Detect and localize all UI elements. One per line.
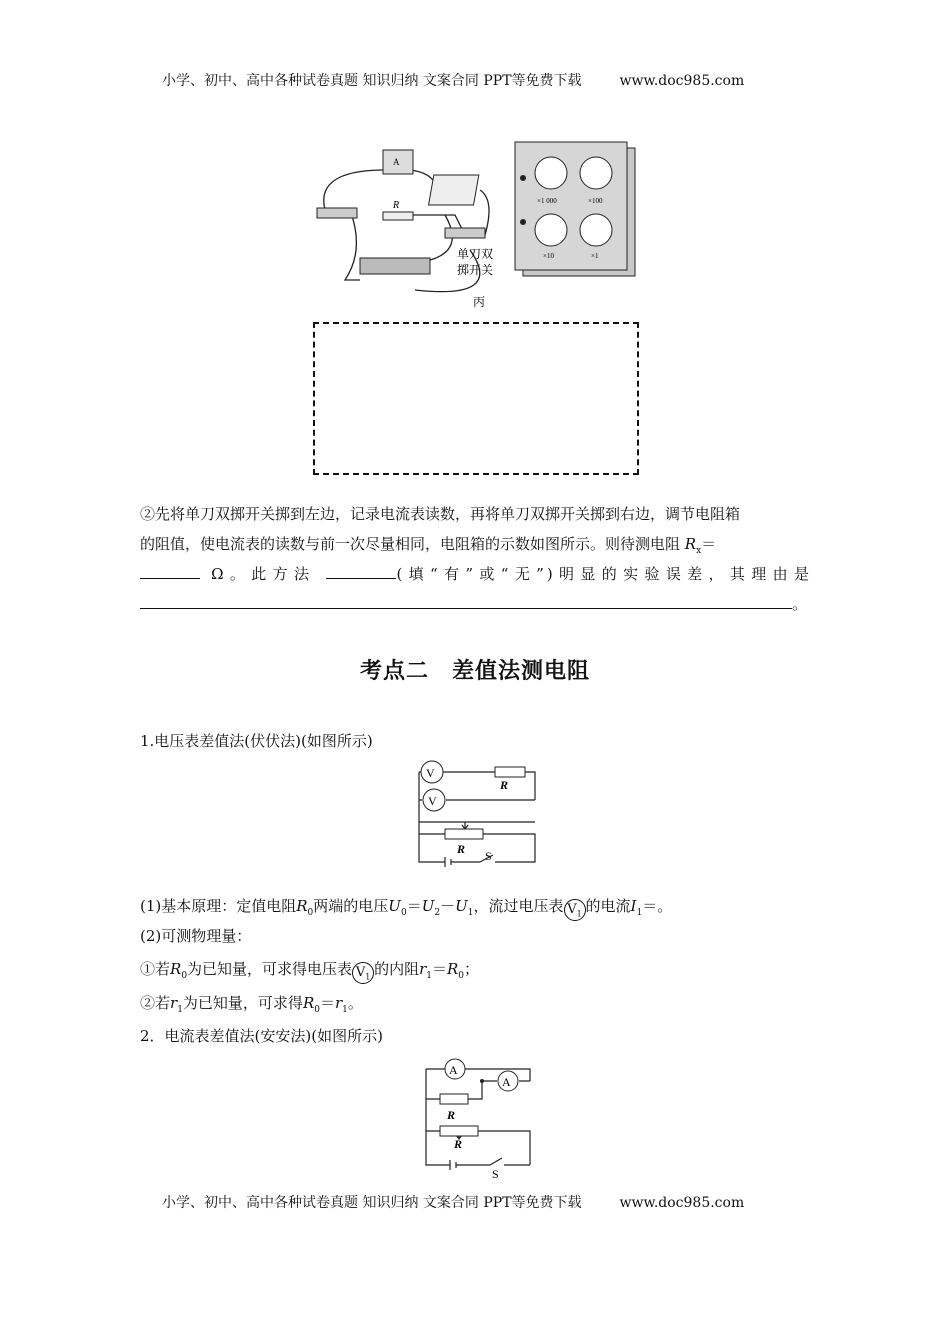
rx-resistor-icon	[383, 212, 413, 220]
svg-text:R: R	[500, 778, 509, 792]
header-text: 小学、初中、高中各种试卷真题 知识归纳 文案合同 PPT等免费下载	[162, 73, 582, 89]
svg-text:S: S	[485, 849, 492, 863]
svg-text:S: S	[492, 1167, 499, 1181]
question-line-2: 的阻值，使电流表的读数与前一次尽量相同，电阻箱的示数如图所示。则待测电阻 $R_x=$	[140, 535, 717, 556]
rheostat-icon	[360, 258, 430, 274]
switch-box-icon	[429, 175, 479, 205]
answer-drawing-box[interactable]	[313, 322, 639, 475]
answer-blank-reason[interactable]	[140, 594, 792, 609]
item1-title: 1.电压表差值法(伏伏法)(如图所示)	[140, 732, 373, 750]
svg-text:R: R	[457, 842, 466, 856]
circuit-amp-amp	[412, 1055, 542, 1181]
item2-title: 2．电流表差值法(安安法)(如图所示)	[140, 1027, 383, 1045]
figure-caption: 丙	[473, 295, 486, 309]
svg-text:掷开关: 掷开关	[457, 263, 494, 277]
case-1: ①若$R_0$为已知量，可求得电压表 $V_1$ 的内阻$r_1=R_0$；	[140, 958, 812, 984]
footer-text: 小学、初中、高中各种试卷真题 知识归纳 文案合同 PPT等免费下载	[162, 1195, 582, 1211]
principle-line: (1)基本原理：定值电阻$R_0$两端的电压$U_0=U_2-U_1$，流过电压表 $V_1$ 的电流$I_1=$。	[140, 895, 812, 921]
svg-text:R: R	[454, 1137, 463, 1151]
header-site: www.doc985.com	[619, 73, 745, 89]
spdt-switch-icon	[445, 228, 485, 238]
svg-text:×1 000: ×1 000	[537, 197, 557, 205]
voltmeter-v1-icon: $V_1$	[352, 962, 374, 984]
svg-text:V: V	[428, 794, 437, 808]
footer-site: www.doc985.com	[619, 1195, 745, 1211]
svg-text:V: V	[426, 766, 435, 780]
circuit-volt-volt	[405, 762, 545, 872]
svg-text:×1: ×1	[591, 252, 599, 260]
battery-icon	[317, 208, 357, 218]
svg-text:R: R	[393, 200, 400, 211]
page-footer	[162, 1192, 744, 1212]
question-line-4: 。	[140, 593, 812, 614]
question-line-1: ②先将单刀双掷开关掷到左边，记录电流表读数，再将单刀双掷开关掷到右边，调节电阻箱	[140, 505, 741, 523]
svg-text:A: A	[393, 157, 400, 167]
svg-text:×10: ×10	[543, 252, 554, 260]
svg-text:A: A	[502, 1075, 511, 1089]
svg-text:×100: ×100	[588, 197, 603, 205]
answer-blank-rx[interactable]	[140, 564, 200, 579]
page-header	[162, 70, 744, 90]
answer-blank-error[interactable]	[326, 564, 396, 579]
measurable-heading: (2)可测物理量：	[140, 927, 252, 945]
svg-text:R: R	[447, 1108, 456, 1122]
svg-text:A: A	[449, 1063, 458, 1077]
question-line-3: Ω。此方法 (填“有”或“无”)明显的实验误差，其理由是	[140, 563, 812, 584]
resistance-box	[515, 142, 635, 276]
svg-text:单刀双: 单刀双	[457, 247, 494, 261]
figure-bing-apparatus	[305, 140, 645, 315]
case-2: ②若$r_1$为已知量，可求得$R_0=r_1$。	[140, 994, 363, 1015]
section-title: 考点二 差值法测电阻	[359, 658, 590, 684]
voltmeter-v1-icon: $V_1$	[564, 899, 586, 921]
